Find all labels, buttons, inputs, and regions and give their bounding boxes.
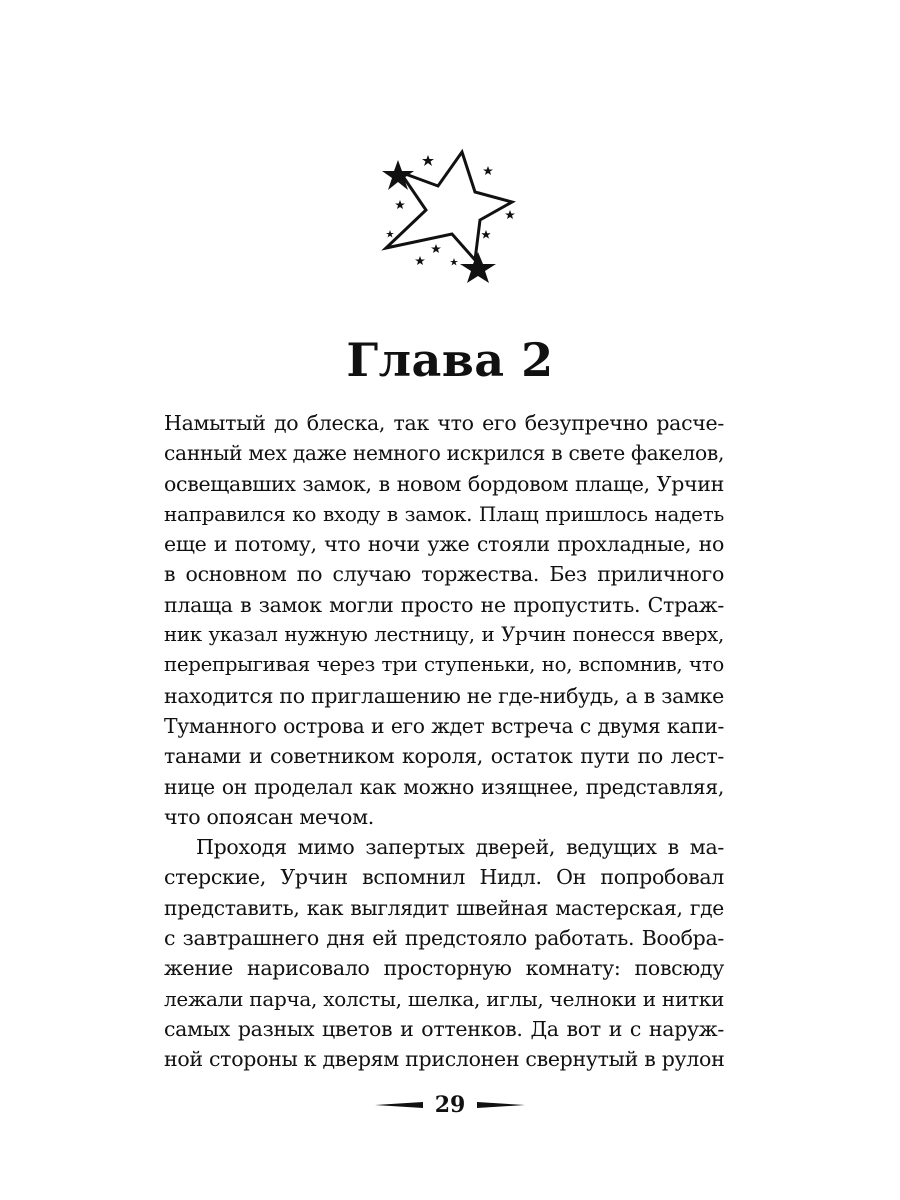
sparkle-icon	[450, 258, 458, 266]
page-number: 29	[434, 1092, 466, 1118]
text-line: направился ко входу в замок. Плащ пришлось надеть	[164, 501, 724, 526]
outline-star-icon	[386, 152, 512, 260]
sparkle-icon	[505, 210, 515, 219]
text-line: с завтрашнего дня ей предстояло работать. Вообра-	[164, 926, 724, 951]
page-footer	[0, 1088, 900, 1122]
text-line: Намытый до блеска, так что его безупречно расче-	[164, 411, 724, 435]
right-dash-ornament	[477, 1100, 525, 1110]
text-line: еще и потому, что ночи уже стояли прохладные, но	[164, 532, 724, 557]
filled-star-icon	[460, 252, 496, 283]
text-line: танами и советником короля, остаток пути по лест-	[164, 744, 724, 769]
text-line: ной стороны к дверям прислонен свернутый в рулон	[164, 1047, 725, 1072]
text-line: Проходя мимо запертых дверей, ведущих в ма-	[196, 835, 724, 860]
text-line: в основном по случаю торжества. Без приличного	[164, 562, 724, 587]
text-line: ник указал нужную лестницу, и Урчин понесся вверх,	[164, 623, 724, 647]
text-line: перепрыгивая через три ступеньки, но, вспомнив, что	[164, 653, 724, 677]
text-line: стерские, Урчин вспомнил Нидл. Он попробовал	[164, 865, 724, 890]
sparkle-icon	[483, 166, 493, 175]
text-line: лежали парча, холсты, шелка, иглы, челноки и нитки	[164, 986, 724, 1011]
sparkle-icon	[395, 200, 405, 209]
text-line: представить, как выглядит швейная мастерская, где	[164, 895, 724, 920]
body-text	[164, 408, 724, 1075]
paragraph	[164, 408, 724, 832]
sparkle-icon	[415, 256, 425, 265]
sparkle-icon	[386, 230, 394, 238]
left-dash-ornament	[375, 1100, 423, 1110]
text-line: нице он проделал как можно изящнее, представляя,	[164, 774, 724, 799]
text-line: жение нарисовало просторную комнату: повсюду	[164, 956, 724, 981]
paragraph	[164, 832, 724, 1074]
text-line: находится по приглашению не где-нибудь, а в замке	[164, 683, 724, 708]
sparkle-icon	[431, 244, 441, 253]
text-line: плаща в замок могли просто не пропустить. Страж-	[164, 592, 724, 617]
sparkle-icon	[481, 230, 490, 239]
chapter-title: Глава 2	[346, 333, 554, 387]
text-line: самых разных цветов и оттенков. Да вот и с наруж-	[164, 1016, 724, 1041]
text-line: санный мех даже немного искрился в свете факелов,	[164, 441, 725, 466]
text-line: Туманного острова и его ждет встреча с двумя капи-	[164, 713, 724, 738]
star-cluster-icon	[370, 140, 530, 290]
text-line: что опоясан мечом.	[164, 804, 374, 829]
sparkle-icon	[422, 155, 434, 166]
text-line: освещавших замок, в новом бордовом плаще, Урчин	[164, 471, 724, 496]
